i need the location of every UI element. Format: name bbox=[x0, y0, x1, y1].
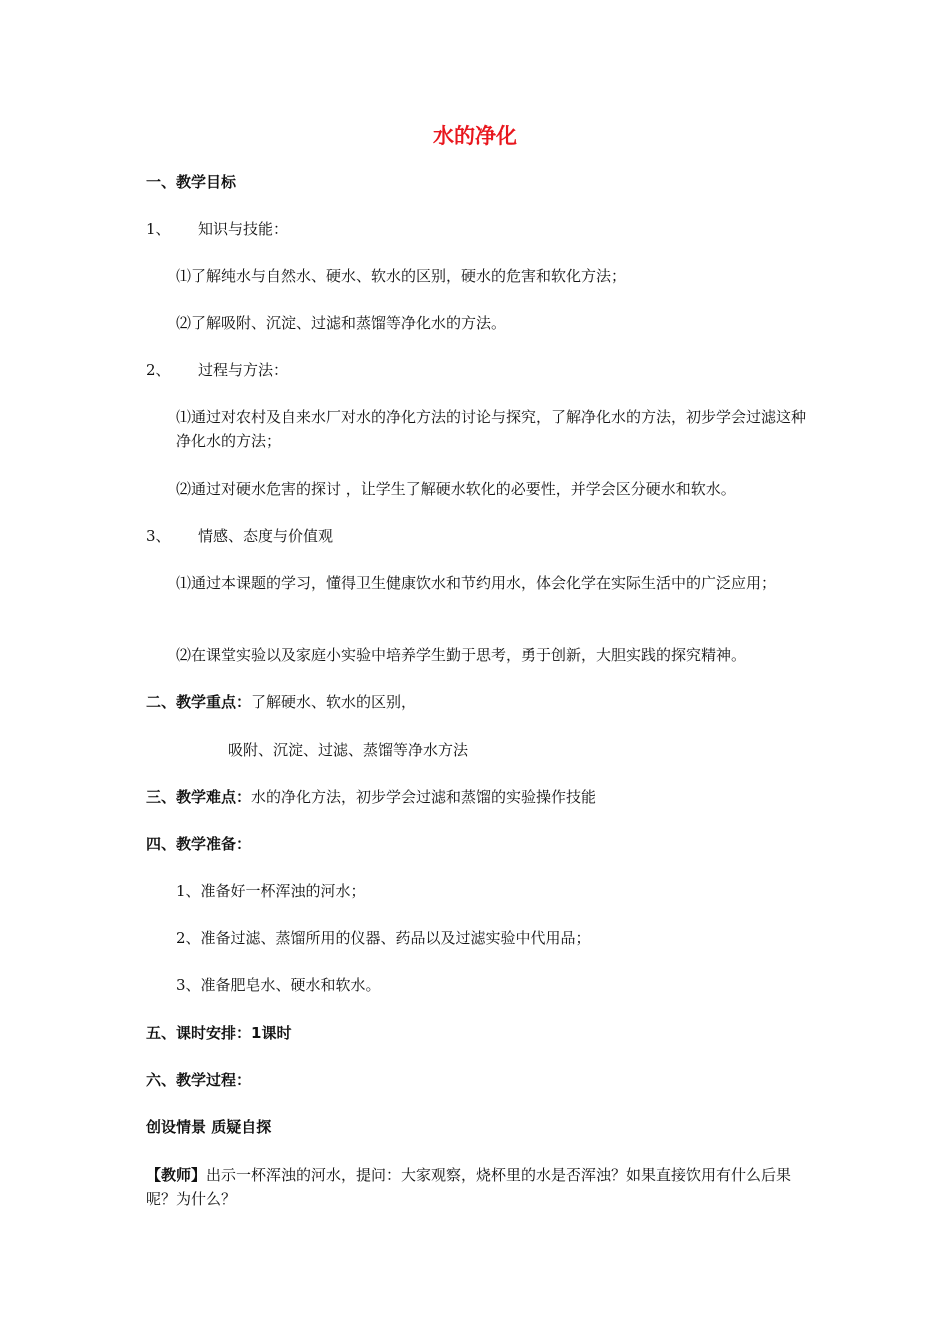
preparation-item: 3、准备肥皂水、硬水和软水。 bbox=[176, 976, 381, 994]
teacher-paragraph bbox=[146, 1163, 806, 1211]
objective-1-point-1: ⑴了解纯水与自然水、硬水、软水的区别，硬水的危害和软化方法； bbox=[176, 267, 627, 285]
objective-3-point-1: ⑴通过本课题的学习，懂得卫生健康饮水和节约用水，体会化学在实际生活中的广泛应用； bbox=[176, 574, 777, 592]
preparation-item: 2、准备过滤、蒸馏所用的仪器、药品以及过滤实验中代用品； bbox=[176, 929, 591, 947]
objective-3-number: 3、 bbox=[146, 527, 171, 545]
objective-2-number: 2、 bbox=[146, 361, 171, 379]
key-points-text: 了解硬水、软水的区别， bbox=[251, 693, 417, 711]
teacher-tag: 【教师】 bbox=[146, 1166, 207, 1184]
objective-2-label: 过程与方法： bbox=[198, 361, 289, 379]
objective-1-label: 知识与技能： bbox=[198, 220, 289, 238]
section-heading-objectives: 一、教学目标 bbox=[146, 173, 237, 191]
objective-2-point-2: ⑵通过对硬水危害的探讨 ，让学生了解硬水软化的必要性，并学会区分硬水和软水。 bbox=[176, 480, 736, 498]
key-points bbox=[146, 690, 416, 714]
document-title: 水的净化 bbox=[433, 124, 517, 148]
key-points-text-2: 吸附、沉淀、过滤、蒸馏等净水方法 bbox=[228, 741, 469, 759]
objective-3-point-2: ⑵在课堂实验以及家庭小实验中培养学生勤于思考，勇于创新，大胆实践的探究精神。 bbox=[176, 646, 747, 664]
process-heading: 六、教学过程： bbox=[146, 1071, 252, 1089]
scenario-heading: 创设情景 质疑自探 bbox=[146, 1118, 272, 1136]
objective-3-label: 情感、态度与价值观 bbox=[198, 527, 334, 545]
key-points-heading: 二、教学重点： bbox=[146, 693, 252, 711]
objective-3 bbox=[146, 524, 333, 548]
objective-1-point-2: ⑵了解吸附、沉淀、过滤和蒸馏等净化水的方法。 bbox=[176, 314, 507, 332]
objective-1 bbox=[146, 217, 288, 241]
difficulties bbox=[146, 785, 596, 809]
difficulties-heading: 三、教学难点： bbox=[146, 788, 252, 806]
schedule-heading: 五、课时安排：1课时 bbox=[146, 1024, 292, 1042]
preparation-heading: 四、教学准备： bbox=[146, 835, 252, 853]
difficulties-text: 水的净化方法，初步学会过滤和蒸馏的实验操作技能 bbox=[251, 788, 597, 806]
objective-2-point-1: ⑴通过对农村及自来水厂对水的净化方法的讨论与探究，了解净化水的方法，初步学会过滤这种净化水的方法； bbox=[176, 408, 807, 450]
teacher-text: 出示一杯浑浊的河水，提问：大家观察，烧杯里的水是否浑浊？如果直接饮用有什么后果呢？为什么？ bbox=[146, 1166, 792, 1208]
objective-1-number: 1、 bbox=[146, 220, 171, 238]
preparation-item: 1、准备好一杯浑浊的河水； bbox=[176, 882, 366, 900]
objective-2 bbox=[146, 358, 288, 382]
